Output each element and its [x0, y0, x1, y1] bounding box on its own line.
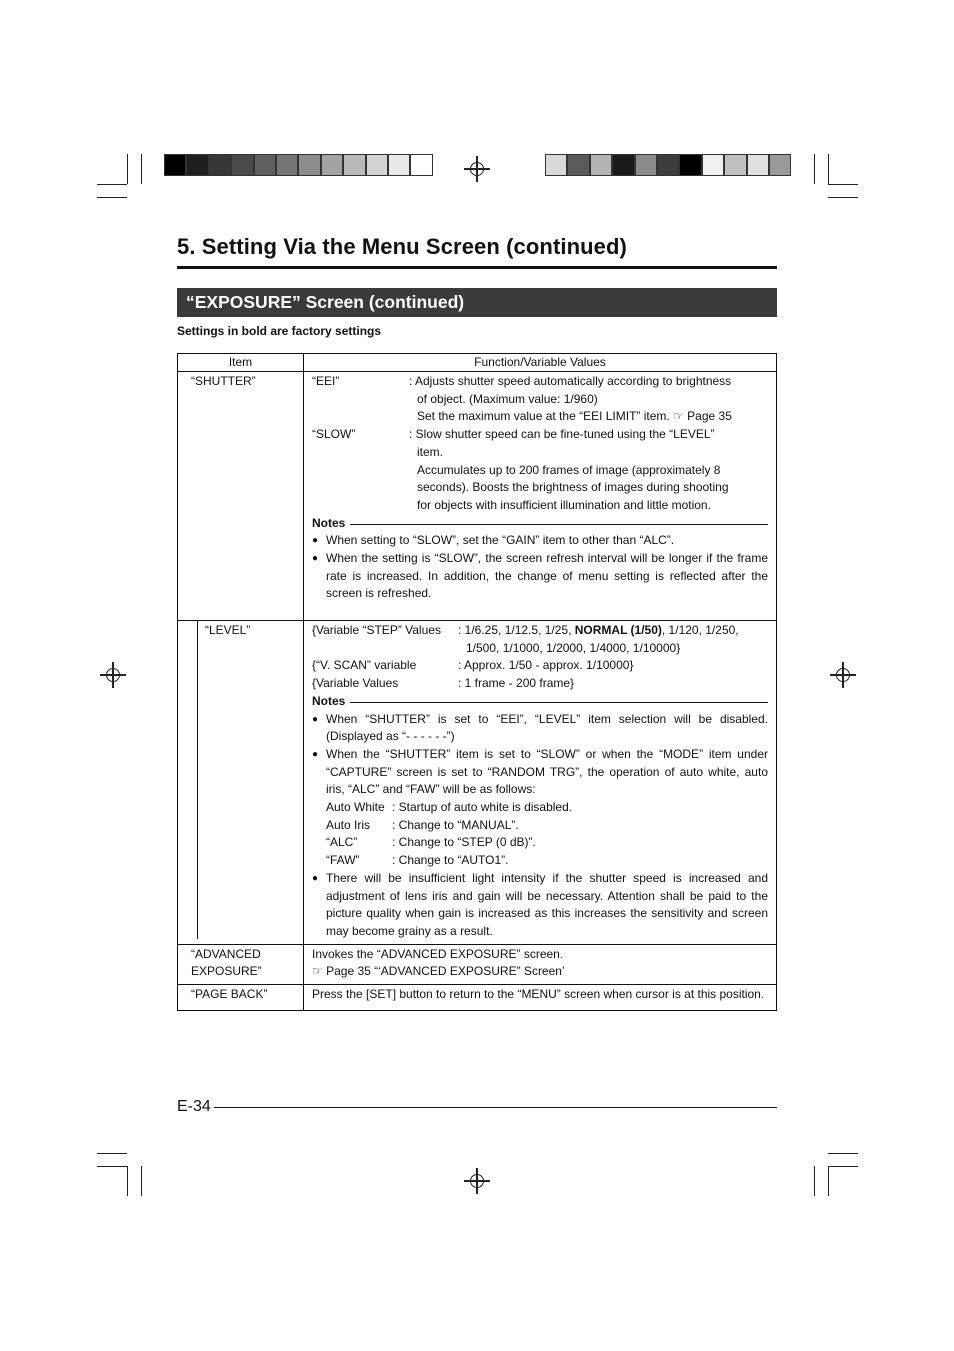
table-header-row: [178, 354, 777, 372]
color-swatch: [186, 154, 208, 176]
slow-line: seconds). Boosts the brightness of images during shooting: [417, 480, 729, 495]
color-swatch: [590, 154, 612, 176]
color-swatch: [321, 154, 343, 176]
color-swatch: [254, 154, 276, 176]
variable-values-key: {Variable Values: [312, 676, 399, 691]
slow-line: : Slow shutter speed can be fine-tuned using the “LEVEL”: [409, 427, 715, 442]
shutter-description: [304, 372, 777, 621]
behavior-row: “ALC” : Change to “STEP (0 dB)”.: [326, 835, 536, 850]
item-page-back: “PAGE BACK”: [178, 985, 304, 1011]
note-item: ● When the “SHUTTER” item is set to “SLOW” or when the “MODE” item under “CAPTURE” screen is set to “RANDOM TRG”, the operation of auto white, auto iris, “ALC” and “FAW” will be as follows:: [312, 746, 768, 797]
crop-mark: [97, 1166, 127, 1167]
settings-table: [177, 353, 777, 1011]
slow-key: “SLOW”: [312, 427, 356, 442]
crop-mark: [828, 154, 829, 184]
behavior-row: “FAW” : Change to “AUTO1”.: [326, 853, 509, 868]
crop-mark: [141, 154, 142, 184]
note-item: ● There will be insufficient light intensity if the shutter speed is increased and adjustment of lens iris and gain will be necessary. Attention shall be paid to the picture quality when gain is increased as this increases the sensitivity and screen may become grainy as a result.: [312, 870, 768, 938]
color-swatch: [769, 154, 791, 176]
registration-mark-icon: [830, 662, 856, 688]
item-level-cell: [178, 621, 304, 945]
step-values-line2: 1/500, 1/1000, 1/2000, 1/4000, 1/10000}: [466, 640, 681, 655]
table-row-shutter: [178, 372, 777, 621]
color-swatch: [164, 154, 186, 176]
color-swatch: [567, 154, 589, 176]
crop-mark: [814, 1166, 815, 1196]
eei-key: “EEI”: [312, 374, 340, 388]
behavior-row: Auto Iris : Change to “MANUAL”.: [326, 817, 519, 832]
crop-mark: [141, 1166, 142, 1196]
footer-rule: [214, 1107, 777, 1108]
factory-settings-note: Settings in bold are factory settings: [177, 324, 382, 338]
slow-line: for objects with insufficient illumination and little motion.: [417, 497, 711, 512]
table-row-advanced-exposure: [178, 944, 777, 984]
table-row-page-back: [178, 985, 777, 1011]
color-swatch: [724, 154, 746, 176]
crop-mark: [814, 154, 815, 184]
notes-heading: Notes: [312, 693, 768, 711]
advanced-exposure-description: Invokes the “ADVANCED EXPOSURE” screen. ☞ Page 35 “‘ADVANCED EXPOSURE” Screen’: [304, 944, 777, 984]
vscan-value: : Approx. 1/50 - approx. 1/10000}: [458, 658, 634, 673]
crop-mark: [97, 197, 127, 198]
crop-mark: [127, 154, 128, 184]
table-row-level: [178, 621, 777, 945]
registration-mark-icon: [464, 156, 490, 182]
color-swatch: [410, 154, 432, 176]
page-back-description: Press the [SET] button to return to the “MENU” screen when cursor is at this position.: [304, 985, 777, 1011]
eei-line: : Adjusts shutter speed automatically according to brightness: [409, 374, 732, 388]
section-heading: “EXPOSURE” Screen (continued): [177, 288, 777, 317]
color-swatch: [679, 154, 701, 176]
behavior-row: Auto White : Startup of auto white is disabled.: [326, 800, 573, 815]
slow-line: Accumulates up to 200 frames of image (approximately 8: [417, 462, 721, 477]
crop-mark: [97, 184, 127, 185]
eei-line: Set the maximum value at the “EEI LIMIT” item. ☞ Page 35: [417, 409, 732, 424]
header-item: Item: [178, 354, 304, 372]
crop-mark: [828, 1153, 858, 1154]
crop-mark: [828, 184, 858, 185]
color-swatch: [366, 154, 388, 176]
color-swatch: [388, 154, 410, 176]
page-reference: ☞ Page 35 “‘ADVANCED EXPOSURE” Screen’: [312, 964, 565, 979]
header-function: Function/Variable Values: [304, 354, 777, 372]
color-swatch: [231, 154, 253, 176]
crop-mark: [828, 197, 858, 198]
vscan-key: {“V. SCAN” variable: [312, 658, 417, 673]
step-key: {Variable “STEP” Values: [312, 623, 441, 637]
color-swatch: [635, 154, 657, 176]
color-swatch: [612, 154, 634, 176]
note-item: ● When the setting is “SLOW”, the screen refresh interval will be longer if the frame rate is increased. In addition, the change of menu setting is reflected after the screen is refreshed.: [312, 551, 768, 601]
color-swatch: [298, 154, 320, 176]
factory-default-value: NORMAL (1/50): [574, 623, 662, 637]
color-swatch: [209, 154, 231, 176]
color-swatch: [545, 154, 567, 176]
color-swatch: [276, 154, 298, 176]
crop-mark: [127, 1166, 128, 1196]
page-title: 5. Setting Via the Menu Screen (continued): [177, 234, 627, 259]
color-swatch: [702, 154, 724, 176]
registration-mark-icon: [100, 662, 126, 688]
slow-line: item.: [417, 444, 444, 459]
registration-mark-icon: [464, 1168, 490, 1194]
note-item: ● When setting to “SLOW”, set the “GAIN” item to other than “ALC”.: [312, 533, 675, 548]
variable-values-value: : 1 frame - 200 frame}: [458, 676, 575, 691]
color-swatch: [747, 154, 769, 176]
level-description: {Variable “STEP” Values : 1/6.25, 1/12.5, 1/25, NORMAL (1/50), 1/120, 1/250, 1/500, 1/1000, 1/2000, 1/4000, 1/10000} {“V. SCAN” variable : Approx. 1/50 - approx. 1/10000} {Variable Values : 1 frame - 200 frame} Notes ● When “SHUTTER” is set to “EEI”, “LEVEL” item selection will be disabled. (Displayed as “- - - - - -”) ● When the “SHUTTER” item is set to “SLOW” or when the “MODE” item under “CAPTURE” screen is set to “RANDOM TRG”, the operation of auto white, auto iris, “ALC” and “FAW” will be as follows: Auto White : Startup of auto white is disabled. Auto Iris : Change to “MANUAL”. “ALC” : Change to “STEP (0 dB)”. “FAW” : Change to “AUTO1”. ● There will be insufficient light intensity if the shutter speed is increased and adjustment of lens iris and gain will be necessary. Attention shall be paid to the picture quality when gain is increased as this increases the sensitivity and screen may become grainy as a result.: [304, 621, 777, 945]
crop-mark: [97, 1153, 127, 1154]
item-advanced-exposure: “ADVANCED EXPOSURE”: [178, 944, 304, 984]
crop-mark: [828, 1166, 829, 1196]
eei-line: of object. (Maximum value: 1/960): [417, 391, 598, 406]
color-swatch: [657, 154, 679, 176]
notes-heading: Notes: [312, 515, 768, 533]
crop-mark: [828, 1166, 858, 1167]
note-item: ● When “SHUTTER” is set to “EEI”, “LEVEL” item selection will be disabled. (Displayed as “- - - - - -”): [312, 711, 768, 744]
page-number: E-34: [177, 1098, 211, 1115]
item-shutter: “SHUTTER”: [178, 372, 304, 621]
item-level: “LEVEL”: [205, 623, 251, 637]
title-rule: [177, 266, 777, 269]
color-swatch: [343, 154, 365, 176]
